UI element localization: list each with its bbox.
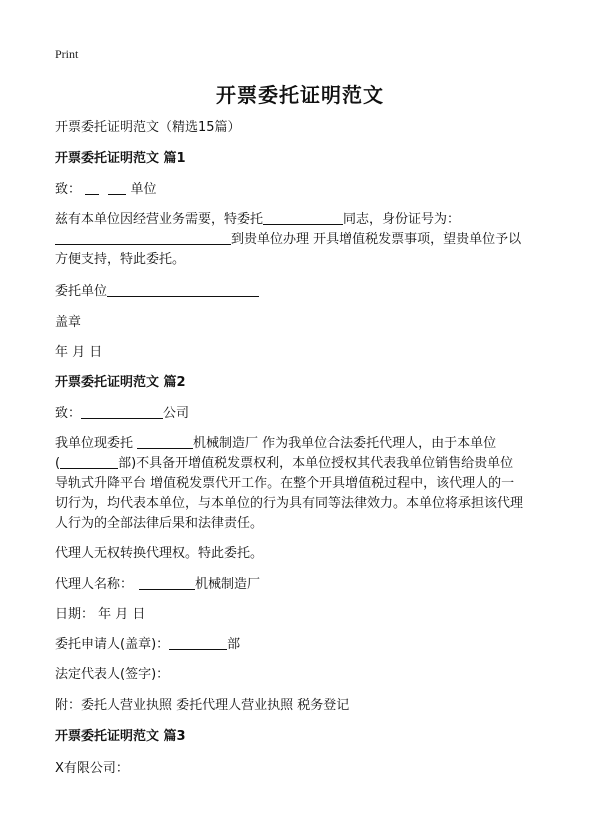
s1-blank-unit xyxy=(107,282,259,297)
s2-to-suffix: 公司 xyxy=(163,406,190,421)
document-subtitle: 开票委托证明范文（精选15篇） xyxy=(55,120,241,135)
s2-para-line-3: 导轨式升降平台 增值税发票代开工作。在整个开具增值税过程中，该代理人的一 xyxy=(55,476,515,491)
s2-agent-name xyxy=(55,575,260,595)
document-title: 开票委托证明范文 xyxy=(216,83,384,107)
s2-para-line-1 xyxy=(55,434,496,454)
print-link[interactable]: Print xyxy=(55,47,79,61)
s3-company: X有限公司： xyxy=(55,761,129,776)
s1-blank-2 xyxy=(108,180,126,195)
section-2-heading: 开票委托证明范文 篇2 xyxy=(55,375,186,390)
section-1-heading: 开票委托证明范文 篇1 xyxy=(55,151,186,166)
s1-date: 年 月 日 xyxy=(55,345,103,360)
s2-applicant-suffix: 部 xyxy=(227,637,241,652)
s2-text-c: ( xyxy=(55,456,61,471)
s1-addressee xyxy=(55,180,156,200)
s2-para-line-2 xyxy=(55,454,513,474)
s1-blank-name xyxy=(263,210,343,225)
s2-agent-label: 代理人名称： xyxy=(55,577,134,592)
s1-entrust-unit xyxy=(55,282,259,302)
s1-to-prefix: 致： xyxy=(55,182,82,197)
s1-seal: 盖章 xyxy=(55,315,82,330)
s2-blank-company xyxy=(81,404,163,419)
s2-applicant-label: 委托申请人(盖章)： xyxy=(55,637,170,652)
s2-attachments: 附：委托人营业执照 委托代理人营业执照 税务登记 xyxy=(55,698,350,713)
s2-date: 日期： 年 月 日 xyxy=(55,607,146,622)
s2-blank-agent-name xyxy=(139,575,195,590)
s2-addressee xyxy=(55,404,189,424)
s1-text-b: 同志，身份证号为： xyxy=(343,212,461,227)
s1-text-a: 兹有本单位因经营业务需要，特委托 xyxy=(55,212,264,227)
s2-blank-dept xyxy=(60,454,118,469)
s2-para-2: 代理人无权转换代理权。特此委托。 xyxy=(55,546,264,561)
s2-applicant xyxy=(55,635,240,655)
s2-legal-rep: 法定代表人(签字)： xyxy=(55,667,170,682)
s2-blank-applicant xyxy=(169,635,227,650)
s2-para-line-5: 人行为的全部法律后果和法律责任。 xyxy=(55,516,264,531)
s1-para-line-3: 方便支持，特此委托。 xyxy=(55,252,186,267)
s1-blank-1 xyxy=(85,180,99,195)
s2-blank-agent xyxy=(137,434,193,449)
s2-text-d: 部)不具备开增值税发票权利，本单位授权其代表我单位销售给贵单位 xyxy=(118,456,514,471)
s1-para-line-1 xyxy=(55,210,460,230)
s1-text-c: 到贵单位办理 开具增值税发票事项，望贵单位予以 xyxy=(231,232,522,247)
s1-to-suffix: 单位 xyxy=(130,182,157,197)
s2-to-prefix: 致： xyxy=(55,406,82,421)
s1-entrust-label: 委托单位 xyxy=(55,284,108,299)
s1-para-line-2 xyxy=(55,230,521,250)
s2-para-line-4: 切行为，均代表本单位，与本单位的行为具有同等法律效力。本单位将承担该代理 xyxy=(55,496,524,511)
s1-blank-id xyxy=(55,230,231,245)
section-3-heading: 开票委托证明范文 篇3 xyxy=(55,729,186,744)
s2-text-b: 机械制造厂 作为我单位合法委托代理人，由于本单位 xyxy=(193,436,497,451)
s2-text-a: 我单位现委托 xyxy=(55,436,134,451)
s2-agent-suffix: 机械制造厂 xyxy=(195,577,261,592)
